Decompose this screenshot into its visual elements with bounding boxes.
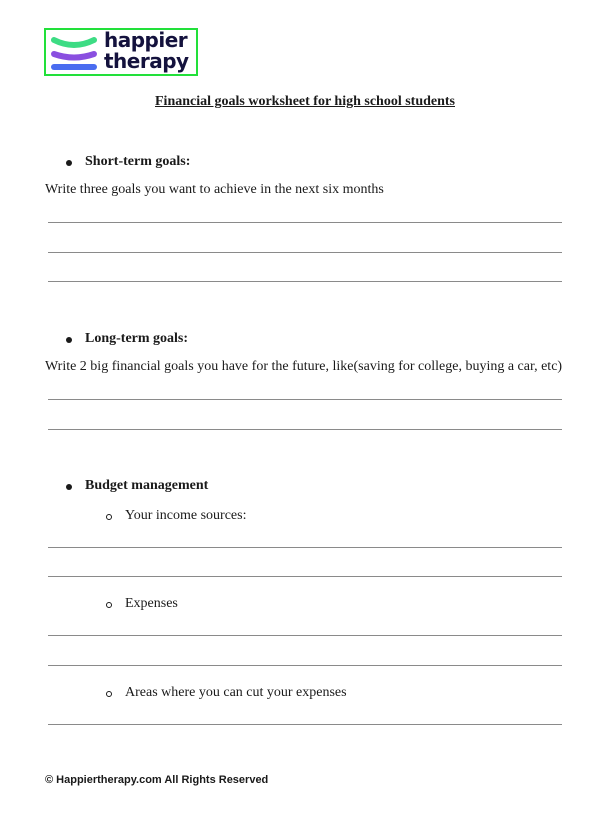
circle-bullet-icon: [106, 602, 112, 608]
worksheet-title: Financial goals worksheet for high school students: [155, 94, 455, 109]
answer-line[interactable]: [48, 222, 562, 223]
answer-line[interactable]: [48, 665, 562, 666]
answer-line[interactable]: [48, 252, 562, 253]
copyright-footer: © Happiertherapy.com All Rights Reserved: [45, 774, 269, 786]
sub-item-label: Your income sources:: [125, 508, 247, 523]
answer-line[interactable]: [48, 399, 562, 400]
bullet-icon: [66, 337, 72, 343]
circle-bullet-icon: [106, 514, 112, 520]
answer-line[interactable]: [48, 635, 562, 636]
bullet-icon: [66, 484, 72, 490]
circle-bullet-icon: [106, 691, 112, 697]
bullet-icon: [66, 160, 72, 166]
answer-line[interactable]: [48, 429, 562, 430]
logo-line1: happier: [104, 28, 188, 52]
logo-line2: therapy: [104, 49, 189, 73]
sub-item-label: Expenses: [125, 596, 178, 611]
answer-line[interactable]: [48, 576, 562, 577]
logo-stripes-icon: [50, 34, 98, 72]
answer-line[interactable]: [48, 547, 562, 548]
happier-therapy-logo: [44, 28, 198, 76]
answer-line[interactable]: [48, 724, 562, 725]
answer-line[interactable]: [48, 281, 562, 282]
short-term-instruction: Write three goals you want to achieve in the next six months: [45, 182, 384, 197]
section-heading: Budget management: [85, 478, 209, 493]
section-heading: Short-term goals:: [85, 154, 191, 169]
section-heading: Long-term goals:: [85, 331, 189, 346]
sub-item-label: Areas where you can cut your expenses: [125, 685, 347, 700]
long-term-instruction: Write 2 big financial goals you have for the future, like(saving for college, buying a car, etc): [45, 359, 563, 374]
logo-wordmark: [104, 30, 189, 72]
